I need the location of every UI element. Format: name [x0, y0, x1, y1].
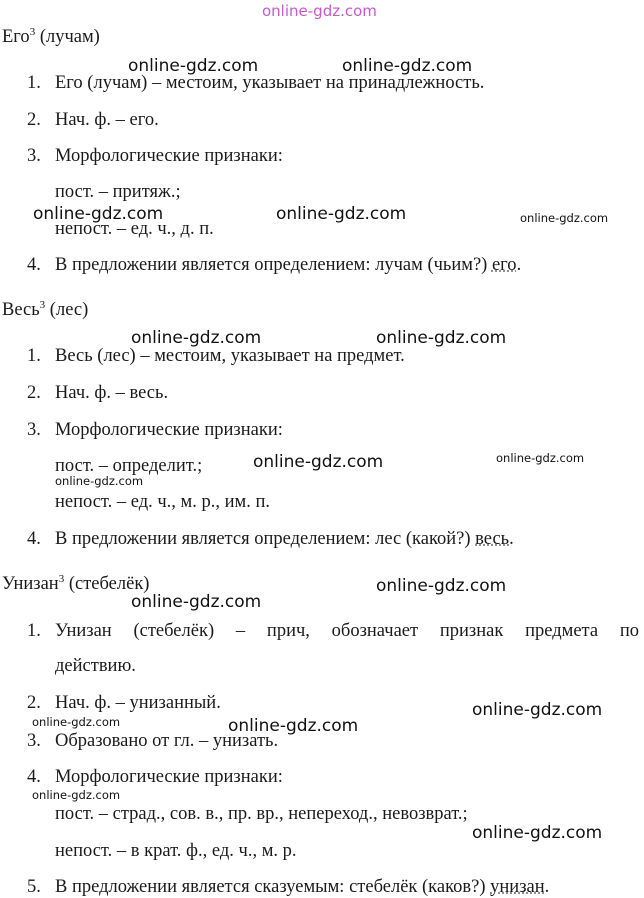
item-number: 2.	[27, 110, 41, 130]
item-number: 1.	[27, 73, 41, 93]
item-text: Нач. ф. – весь.	[55, 383, 169, 403]
item-text: Образовано от гл. – унизать.	[55, 731, 279, 751]
section-heading	[2, 299, 88, 321]
item-text: Морфологические признаки:	[55, 420, 283, 440]
watermark: online-gdz.com	[342, 56, 473, 76]
watermark: online-gdz.com	[520, 211, 609, 225]
item-number: 2.	[27, 693, 41, 713]
watermark: online-gdz.com	[32, 788, 121, 802]
watermark: online-gdz.com	[131, 592, 262, 612]
item-text: Унизан (стебелёк) – прич, обозначает признак предмета по	[55, 621, 639, 641]
item-number: 4.	[27, 255, 41, 275]
item-text: В предложении является сказуемым: стебелёк (каков?) унизан.	[55, 877, 550, 897]
heading-context: (лучам)	[39, 27, 100, 47]
item-number: 1.	[27, 346, 41, 366]
heading-word: Унизан	[2, 574, 59, 594]
watermark: online-gdz.com	[472, 823, 603, 843]
underlined-word: весь	[475, 529, 510, 549]
watermark: online-gdz.com	[253, 452, 384, 472]
underlined-word: его	[491, 255, 517, 275]
item-number: 5.	[27, 877, 41, 897]
item-text: Морфологические признаки:	[55, 767, 283, 787]
watermark: online-gdz.com	[376, 328, 507, 348]
heading-context: (лес)	[49, 300, 89, 320]
heading-superscript: 3	[58, 572, 65, 585]
heading-superscript: 3	[29, 25, 36, 38]
item-subline: непост. – ед. ч., м. р., им. п.	[55, 492, 271, 512]
top-watermark: online-gdz.com	[262, 2, 377, 20]
item-number: 3.	[27, 731, 41, 751]
item-subline: пост. – притяж.;	[55, 182, 181, 202]
heading-word: Весь	[2, 300, 40, 320]
watermark: online-gdz.com	[32, 715, 121, 729]
item-number: 3.	[27, 420, 41, 440]
watermark: online-gdz.com	[276, 204, 407, 224]
watermark: online-gdz.com	[496, 451, 585, 465]
heading-context: (стебелёк)	[68, 574, 150, 594]
heading-superscript: 3	[39, 298, 46, 311]
watermark: online-gdz.com	[33, 204, 164, 224]
item-text: В предложении является определением: лучам (чьим?) его.	[55, 255, 522, 275]
item-number: 4.	[27, 529, 41, 549]
item-subline: пост. – определит.;	[55, 456, 203, 476]
item-number: 3.	[27, 146, 41, 166]
item-text: Его (лучам) – местоим, указывает на принадлежность.	[55, 73, 485, 93]
item-number: 1.	[27, 621, 41, 641]
item-text: В предложении является определением: лес (какой?) весь.	[55, 529, 514, 549]
item-number: 2.	[27, 383, 41, 403]
watermark: online-gdz.com	[228, 716, 359, 736]
item-text: Морфологические признаки:	[55, 146, 283, 166]
watermark: online-gdz.com	[128, 56, 259, 76]
item-subline: непост. – в крат. ф., ед. ч., м. р.	[55, 841, 297, 861]
item-subline: пост. – страд., сов. в., пр. вр., непереход., невозврат.;	[55, 804, 468, 824]
item-continuation: действию.	[55, 656, 136, 676]
item-text: Нач. ф. – его.	[55, 110, 159, 130]
watermark: online-gdz.com	[472, 700, 603, 720]
section-heading	[2, 26, 100, 48]
section-heading	[2, 573, 149, 595]
heading-word: Его	[2, 27, 30, 47]
item-subline: непост. – ед. ч., д. п.	[55, 219, 214, 239]
item-text: Нач. ф. – унизанный.	[55, 693, 221, 713]
underlined-word: унизан	[490, 877, 545, 897]
watermark: online-gdz.com	[131, 328, 262, 348]
item-text: Весь (лес) – местоим, указывает на предмет.	[55, 346, 405, 366]
watermark: online-gdz.com	[376, 576, 507, 596]
watermark: online-gdz.com	[55, 474, 144, 488]
item-number: 4.	[27, 767, 41, 787]
